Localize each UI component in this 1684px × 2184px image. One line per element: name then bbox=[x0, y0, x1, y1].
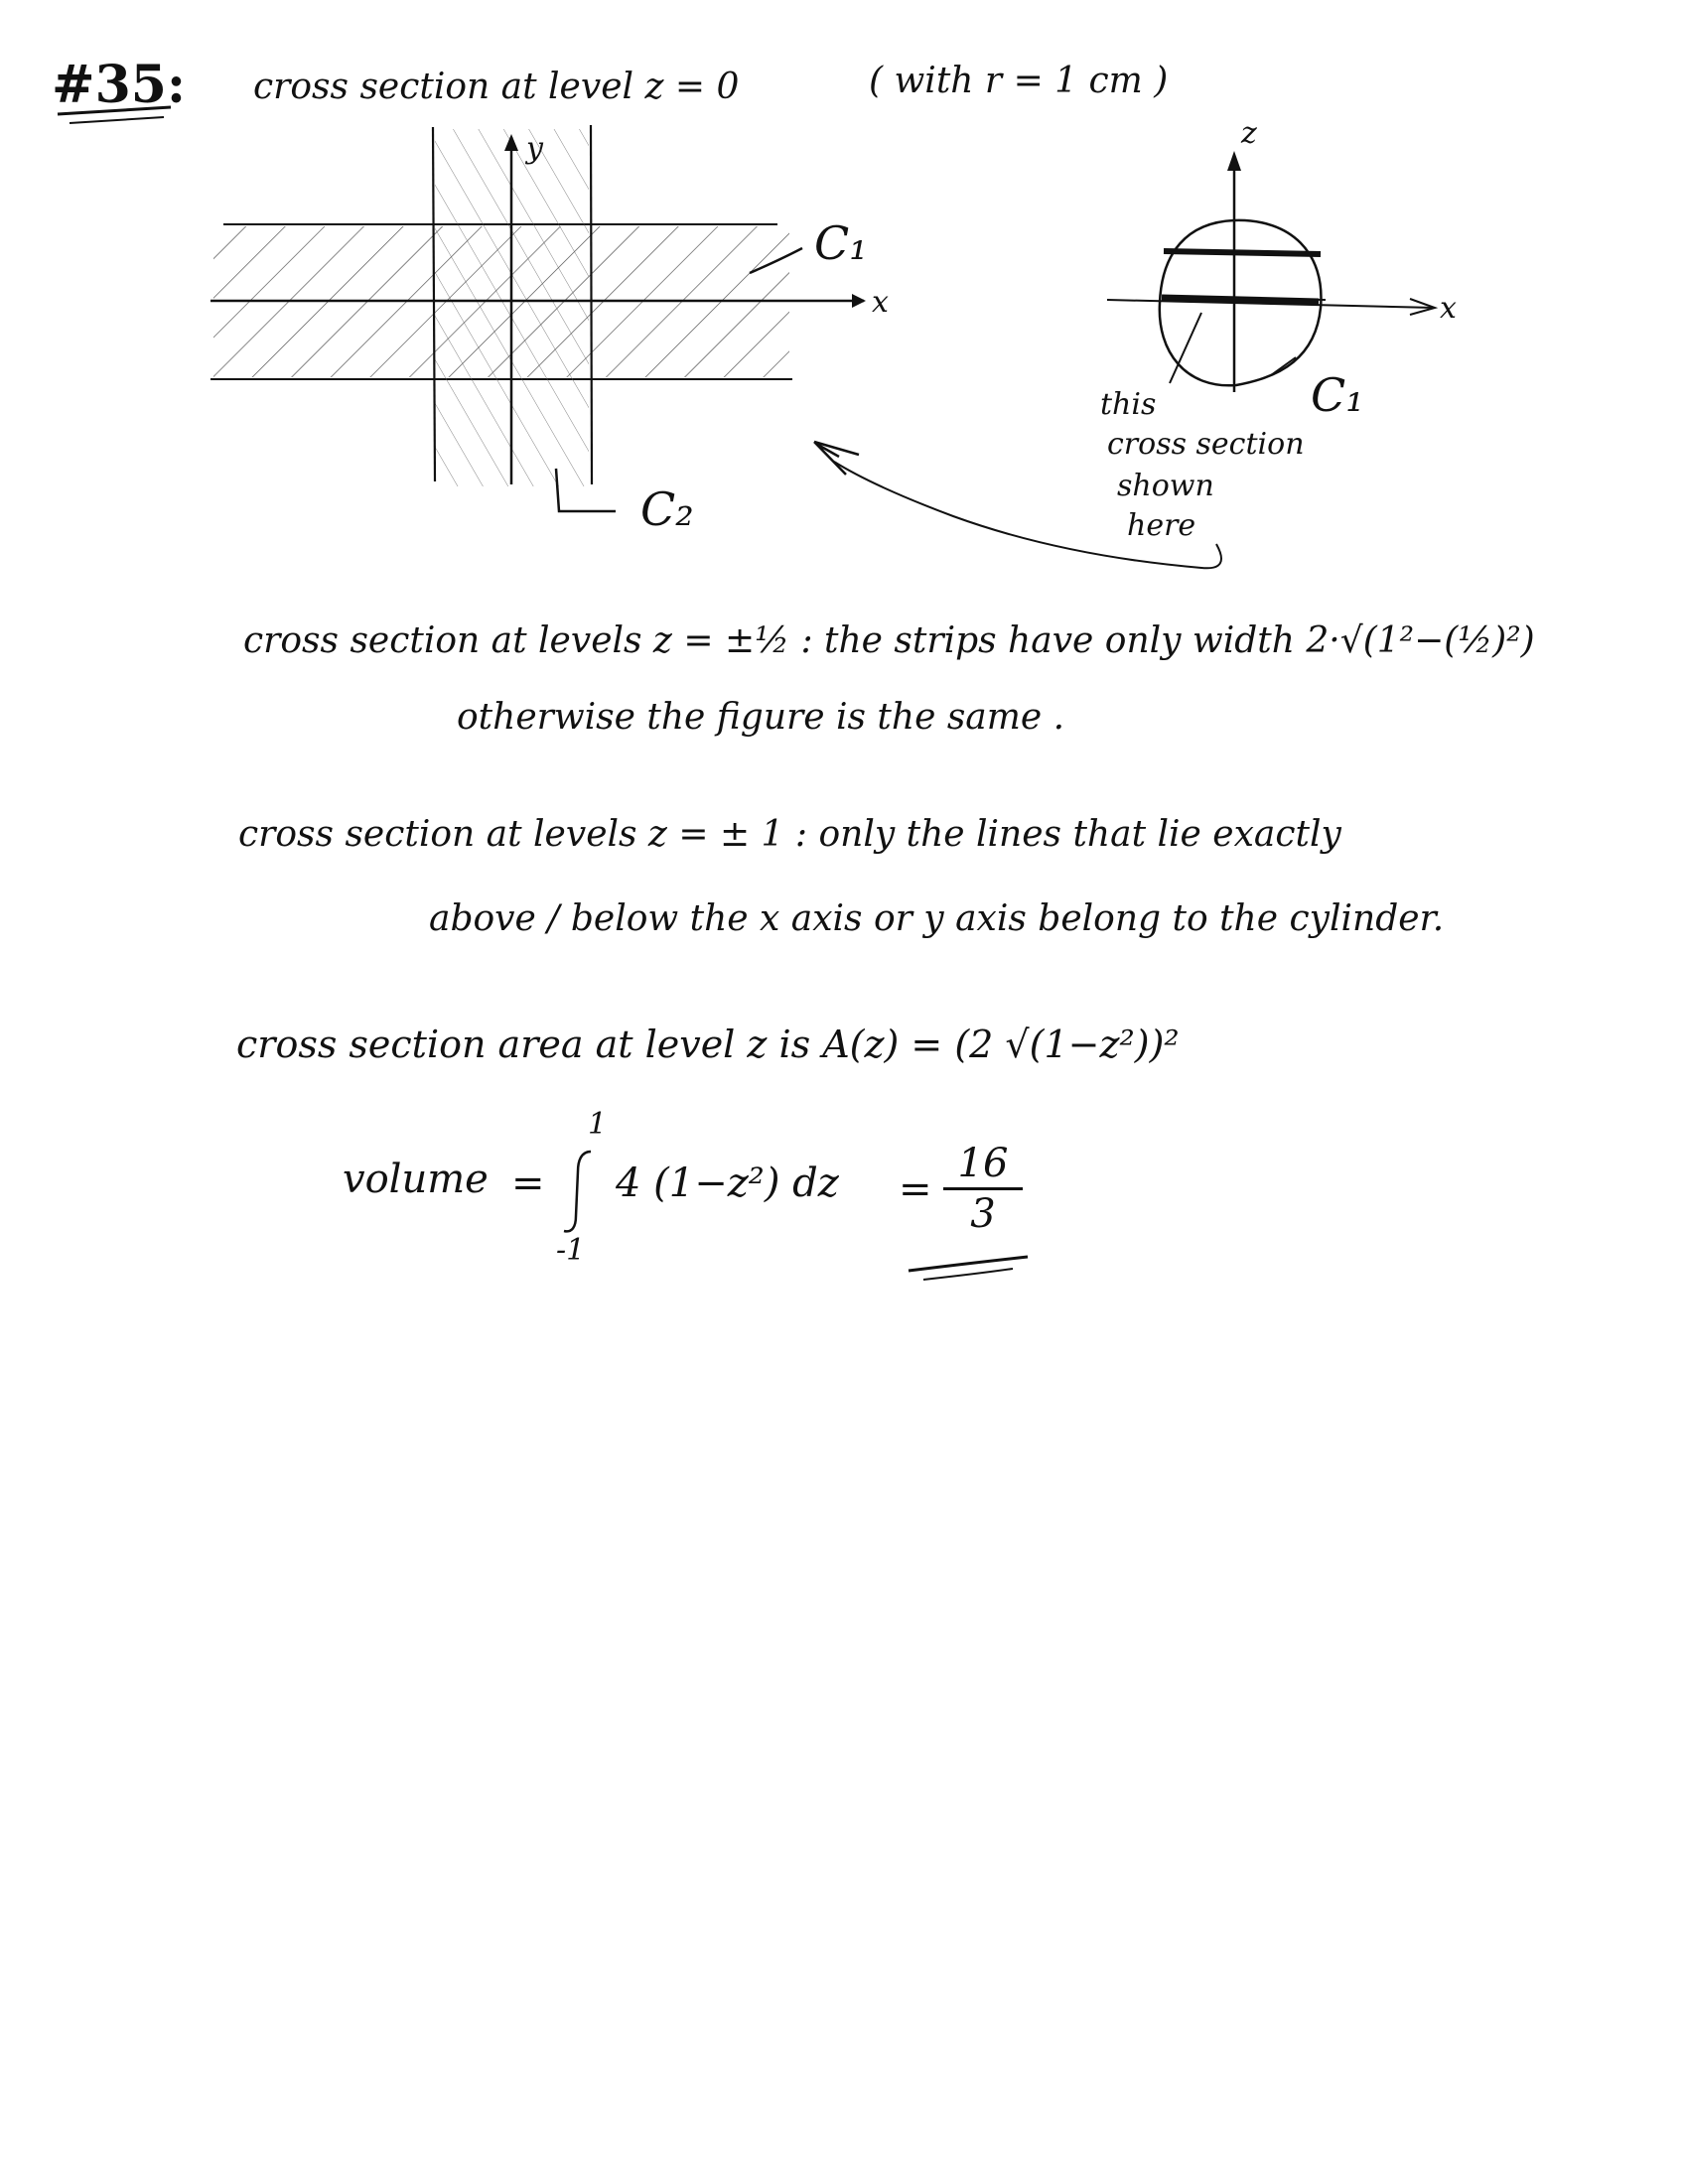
integral-upper-limit: 1 bbox=[588, 1107, 608, 1142]
integral-sign-icon bbox=[564, 1152, 591, 1231]
c1-label-right: C₁ bbox=[1311, 368, 1364, 422]
c1-label: C₁ bbox=[814, 216, 868, 270]
x-axis-label-right: x bbox=[1440, 291, 1457, 326]
header-text: cross section at level z = 0 bbox=[253, 67, 740, 107]
note-line-3: shown bbox=[1117, 469, 1214, 503]
chord-upper bbox=[1164, 251, 1321, 254]
x-arrow-icon bbox=[852, 294, 866, 308]
result-denominator: 3 bbox=[970, 1191, 996, 1237]
radius-note: ( with r = 1 cm ) bbox=[869, 61, 1169, 101]
curved-arrow-head-icon bbox=[814, 442, 859, 475]
volume-label: volume bbox=[343, 1157, 489, 1202]
z-axis-label: z bbox=[1241, 116, 1257, 151]
text-levels-one: cross section at levels z = ± 1 : only the lines that lie exactly bbox=[238, 814, 1341, 855]
text-figure-same: otherwise the figure is the same . bbox=[457, 697, 1065, 738]
volume-equals-2: = bbox=[899, 1166, 932, 1212]
z-arrow-icon bbox=[1227, 151, 1241, 171]
strip-c2-right bbox=[591, 125, 592, 484]
note-line-4: here bbox=[1127, 508, 1196, 543]
c1-pointer-right bbox=[1271, 357, 1296, 375]
integrand: 4 (1−z²) dz bbox=[616, 1160, 839, 1206]
answer-underline-2 bbox=[923, 1269, 1013, 1280]
y-axis-label: y bbox=[526, 131, 543, 166]
left-figure bbox=[210, 125, 866, 511]
x-axis-label: x bbox=[872, 285, 889, 320]
text-lines-belong: above / below the x axis or y axis belong to the cylinder. bbox=[429, 898, 1445, 939]
note-line-1: this bbox=[1100, 387, 1157, 422]
problem-number-underline bbox=[58, 107, 171, 114]
strip-c2-left bbox=[433, 127, 435, 481]
volume-equals-1: = bbox=[511, 1160, 545, 1206]
result-numerator: 16 bbox=[943, 1142, 1023, 1190]
c2-label: C₂ bbox=[640, 482, 694, 536]
right-figure bbox=[814, 151, 1435, 568]
text-levels-half: cross section at levels z = ±½ : the strips have only width 2·√(1²−(½)²) bbox=[243, 620, 1535, 661]
problem-number: #35: bbox=[52, 55, 187, 115]
volume-result bbox=[943, 1142, 1023, 1236]
text-area-formula: cross section area at level z is A(z) = (2 √(1−z²))² bbox=[236, 1023, 1180, 1066]
problem-number-underline-2 bbox=[70, 117, 164, 123]
note-line-2: cross section bbox=[1107, 427, 1305, 462]
integral-lower-limit: -1 bbox=[556, 1233, 586, 1268]
